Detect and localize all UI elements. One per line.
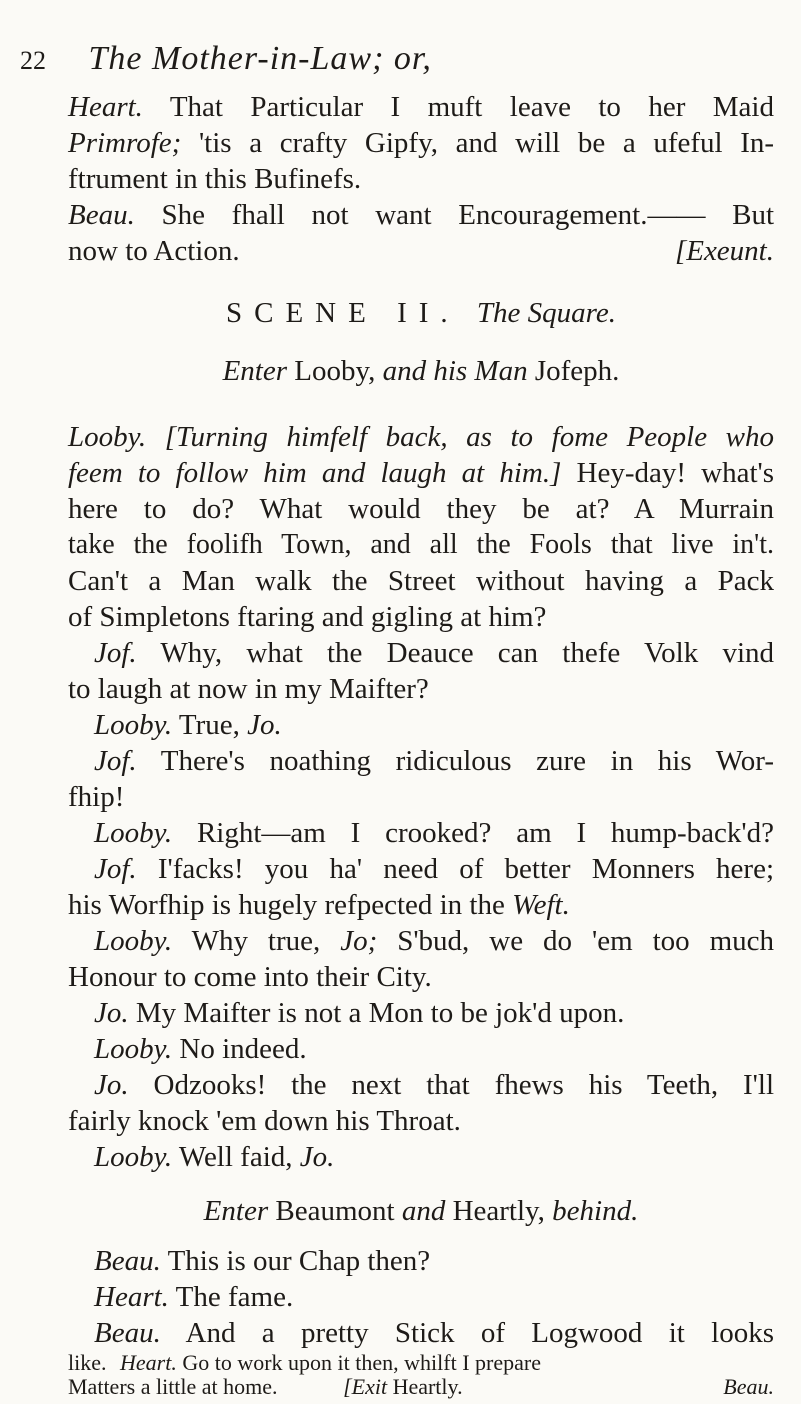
speaker: Jo. (94, 997, 129, 1029)
text-line: Looby. Why true, Jo; S'bud, we do 'em too much (94, 925, 775, 957)
text-line: Matters a little at home. [Exit Heartly. Beau. (68, 1370, 774, 1404)
text-line: here to do? What would they be at? A Murrain (68, 493, 774, 525)
text-line: like. Heart. Go to work upon it then, whilft I prepare (68, 1350, 541, 1375)
page-number: 22 (20, 46, 46, 75)
text-line: Jo. My Maifter is not a Mon to be jok'd upon. (94, 997, 625, 1029)
stage-direction: [Exit (343, 1374, 388, 1399)
text-line: to laugh at now in my Maifter? (68, 673, 429, 705)
text-line: Heart. That Particular I muft leave to her Maid (68, 91, 774, 123)
text-line: Looby. Right—am I crooked? am I hump-back'd? (94, 817, 774, 849)
text-line: Primrofe; 'tis a crafty Gipfy, and will be a ufeful In- (68, 127, 775, 159)
text-line: Looby. Well faid, Jo. (94, 1141, 335, 1173)
speaker: Beau. (94, 1317, 161, 1349)
text-line: ftrument in this Bufinefs. (68, 163, 362, 195)
stage-direction: Enter Looby, and his Man Jofeph. (222, 355, 620, 387)
speaker: Beau. (68, 199, 135, 231)
text-line: Jof. Why, what the Deauce can thefe Volk vind (94, 637, 774, 669)
text-line: Jof. There's noathing ridiculous zure in his Wor- (94, 745, 774, 777)
text-line: Looby. True, Jo. (94, 709, 282, 741)
text-line: Jof. I'facks! you ha' need of better Monners here; (94, 853, 775, 885)
speaker: Looby. (94, 1141, 173, 1173)
speaker: Looby. (94, 1033, 173, 1065)
text-line: his Worfhip is hugely refpected in the Weft. (68, 889, 570, 921)
stage-direction: Enter Beaumont and Heartly, behind. (203, 1195, 639, 1227)
text-line: Beau. And a pretty Stick of Logwood it looks (94, 1317, 774, 1349)
running-title: The Mother-in-Law; or, (88, 40, 432, 77)
stage-direction: [Exeunt. (674, 235, 774, 267)
text-line: Beau. She fhall not want Encouragement.—— But (68, 199, 775, 231)
speaker: Beau. (94, 1245, 161, 1277)
text-line: Honour to come into their City. (68, 961, 432, 993)
speaker: Jof. (94, 637, 137, 669)
speaker: Jof. (94, 745, 137, 777)
text-line: Heart. The fame. (94, 1281, 294, 1313)
text-line: Looby. No indeed. (94, 1033, 307, 1065)
speaker: Heart. (94, 1281, 169, 1313)
speaker: Looby. (94, 709, 173, 741)
text-line: Looby. [Turning himfelf back, as to fome People who (68, 421, 775, 453)
text-line: Can't a Man walk the Street without having a Pack (68, 565, 774, 597)
scene-heading: SCENE II. The Square. (225, 297, 616, 329)
text-line: now to Action. [Exeunt. (68, 235, 774, 267)
speaker: Looby. (94, 817, 173, 849)
catchword: Beau. (723, 1374, 774, 1399)
text-line: feem to follow him and laugh at him.] Hey-day! what's (68, 457, 775, 489)
speaker: Looby. (68, 421, 147, 453)
text-line: Jo. Odzooks! the next that fhews his Teeth, I'll (94, 1069, 774, 1101)
text-line: fairly knock 'em down his Throat. (68, 1105, 461, 1137)
text-line: fhip! (68, 781, 125, 813)
speaker: Looby. (94, 925, 173, 957)
text-line: of Simpletons ftaring and gigling at him? (68, 601, 547, 633)
speaker: Jo. (94, 1069, 129, 1101)
text-line: Beau. This is our Chap then? (94, 1245, 431, 1277)
speaker: Heart. (120, 1350, 177, 1375)
text-line: take the foolifh Town, and all the Fools that live in't. (68, 529, 774, 560)
speaker: Heart. (68, 91, 143, 123)
speaker: Jof. (94, 853, 137, 885)
running-head (20, 42, 780, 78)
